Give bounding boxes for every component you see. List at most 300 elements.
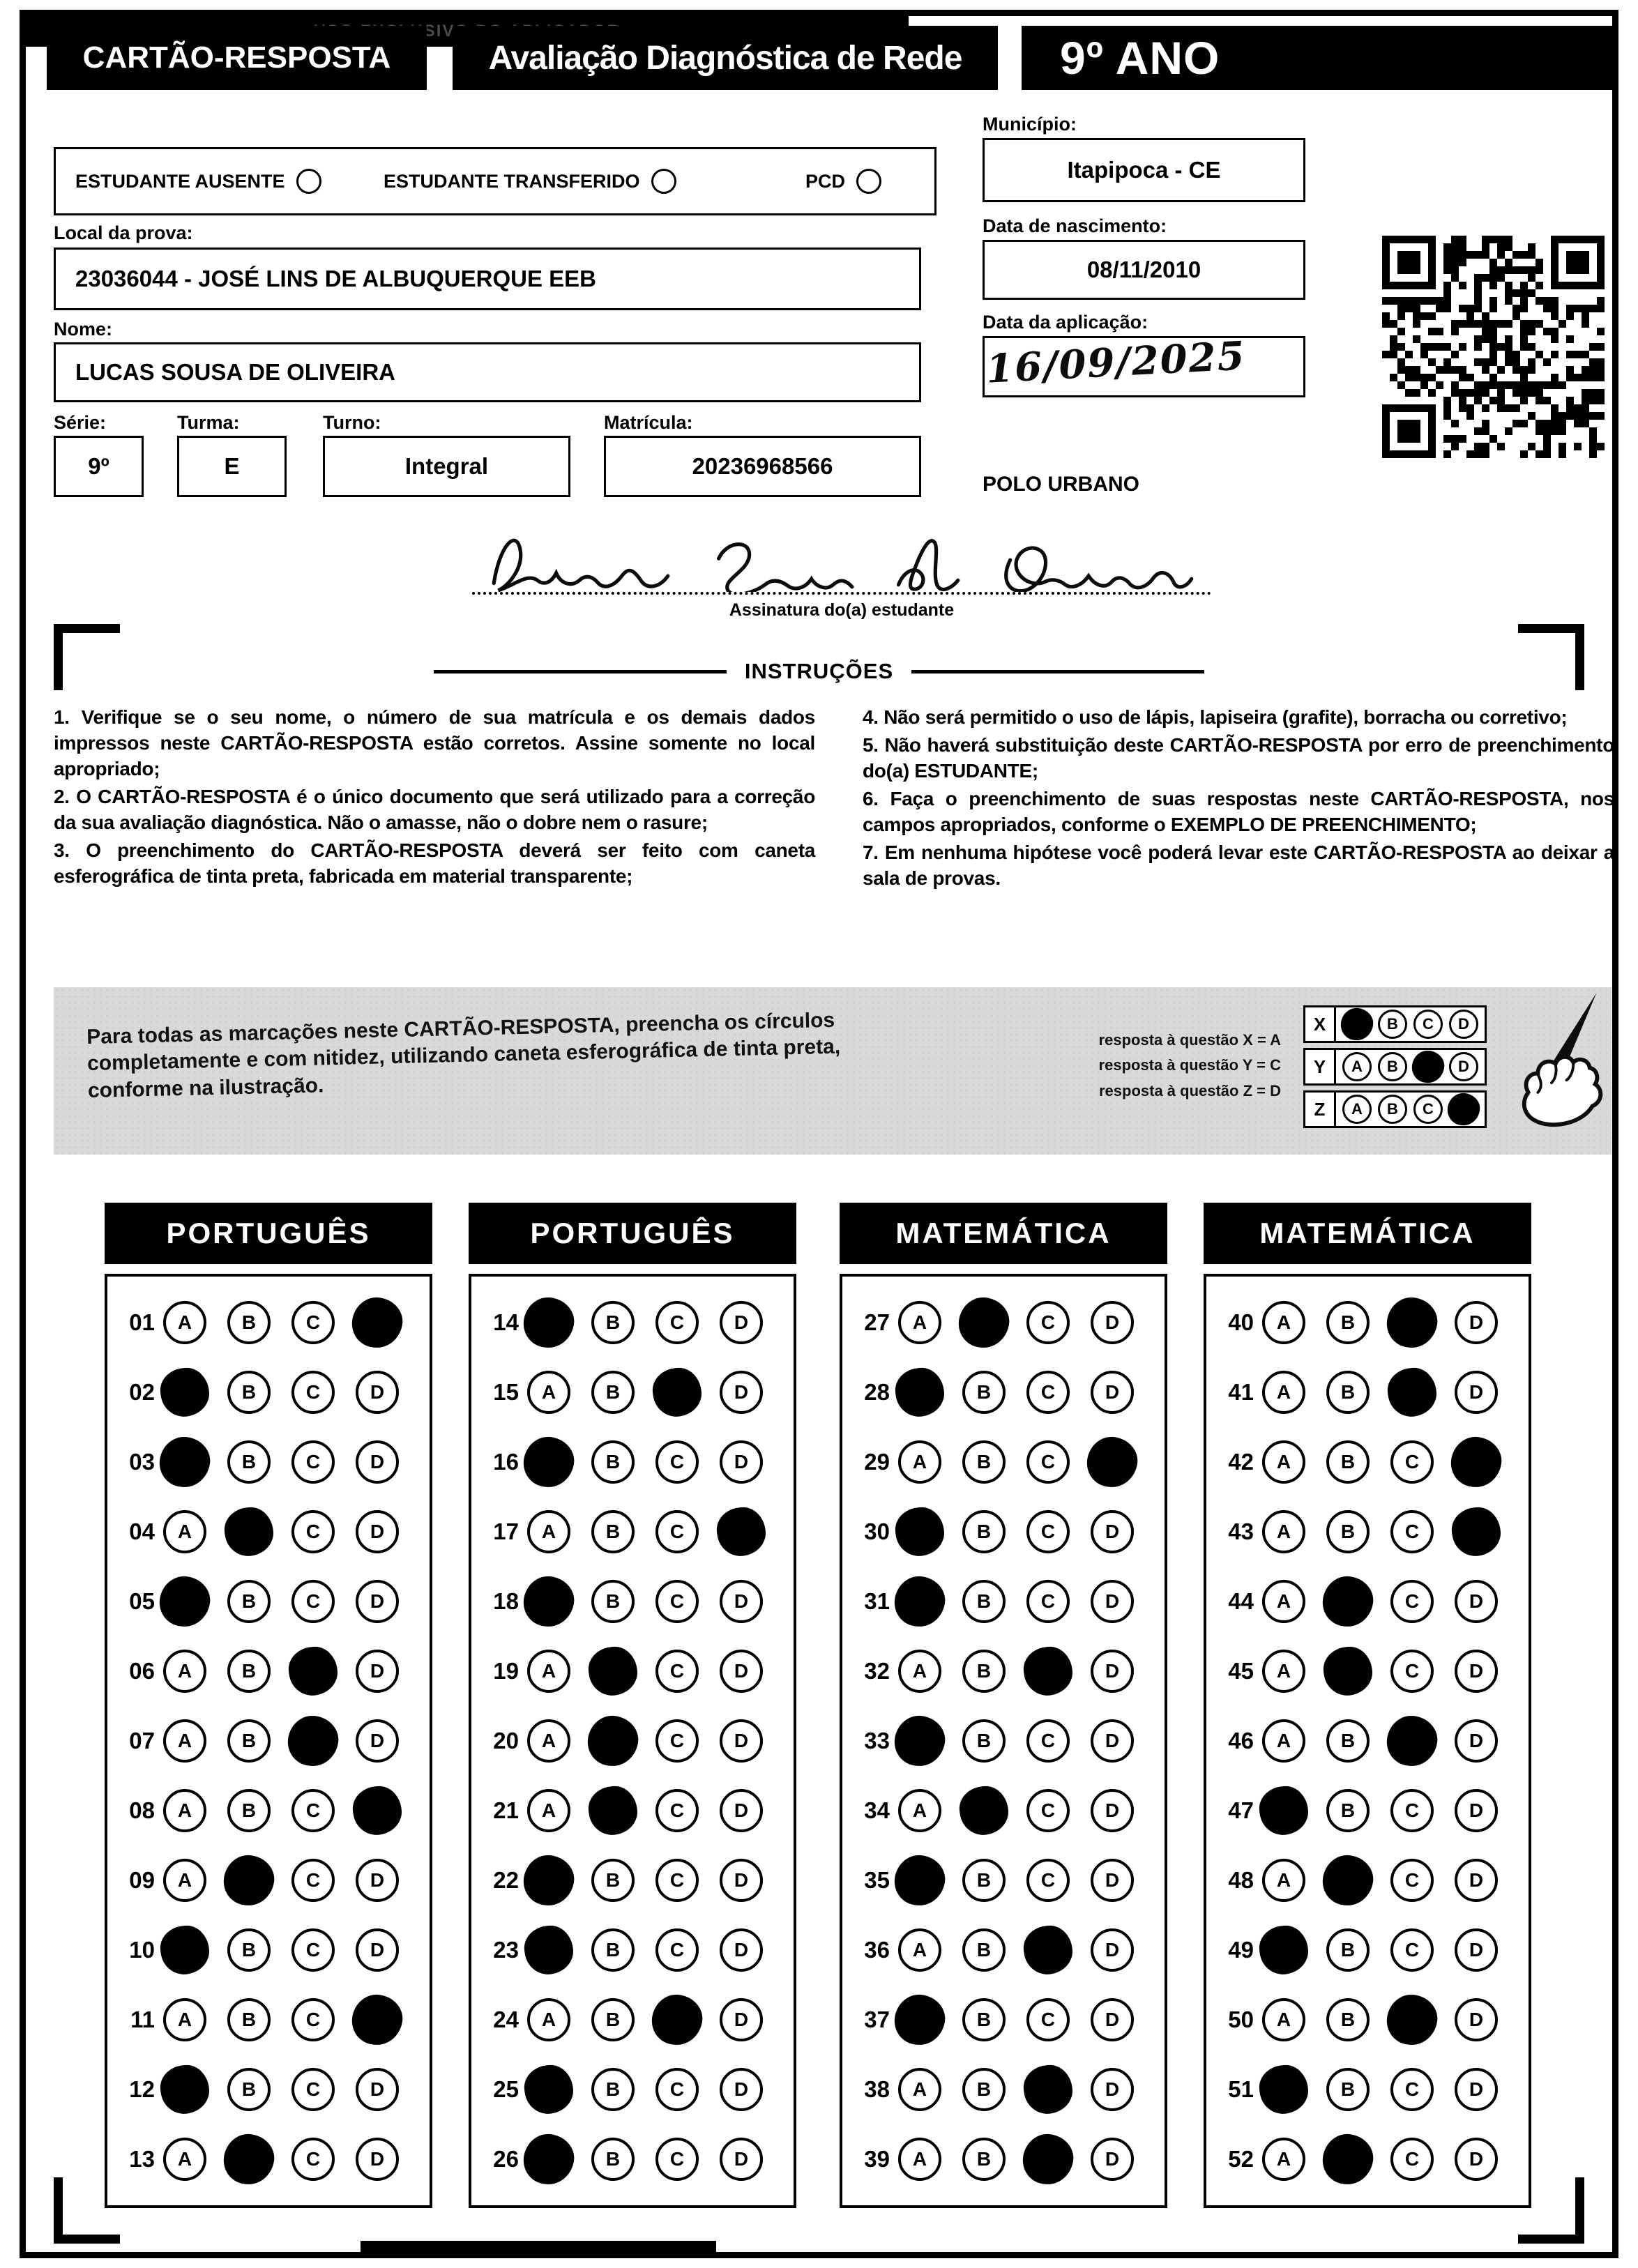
municipio-label: Município:: [983, 114, 1077, 135]
bubble-A[interactable]: A: [527, 1650, 570, 1693]
bubble-B[interactable]: B: [227, 1928, 271, 1972]
bubble-B[interactable]: B: [962, 1859, 1006, 1902]
question-number: 14: [493, 1309, 519, 1335]
bubble-A[interactable]: A: [898, 1440, 941, 1484]
bubble-B[interactable]: B: [962, 1998, 1006, 2041]
question-row: [481, 1719, 794, 1763]
nascimento-label: Data de nascimento:: [983, 215, 1167, 236]
nome-label: Nome:: [54, 319, 113, 340]
bubble-C[interactable]: C: [1390, 1510, 1434, 1553]
bubble-C[interactable]: C: [291, 1301, 335, 1344]
bubble-D[interactable]: D: [720, 1998, 763, 2041]
instruction-item: 7. Em nenhuma hipótese você poderá levar este CARTÃO-RESPOSTA ao deixar a sala de provas.: [863, 841, 1614, 889]
bubble-C[interactable]: [1383, 1294, 1440, 1350]
question-number: 28: [864, 1379, 890, 1405]
bubble-B[interactable]: B: [1326, 1998, 1370, 2041]
bubble-C[interactable]: C: [1390, 2138, 1434, 2181]
question-number: 27: [864, 1309, 890, 1335]
answer-sheet: [20, 10, 1618, 2258]
question-row: [481, 2138, 794, 2181]
question-row: [481, 1859, 794, 1902]
bubble-A[interactable]: [893, 1365, 946, 1419]
turma-label: Turma:: [177, 412, 240, 433]
bubble-B[interactable]: B: [227, 1789, 271, 1832]
question-row: [117, 1580, 430, 1623]
bubble-C[interactable]: [1383, 1991, 1440, 2048]
bubble-A[interactable]: [520, 1433, 577, 1490]
bubble-D[interactable]: D: [1091, 1789, 1134, 1832]
bubble-C[interactable]: C: [1026, 1510, 1070, 1553]
bubble-C[interactable]: C: [1390, 1650, 1434, 1693]
bubble-C[interactable]: C: [1026, 1789, 1070, 1832]
example-bubble-A: A: [1342, 1052, 1372, 1081]
question-row: [481, 1789, 794, 1832]
bubble-C[interactable]: C: [291, 1928, 335, 1972]
bubble-A[interactable]: A: [1262, 1998, 1305, 2041]
bubble-B[interactable]: [220, 2131, 277, 2187]
bubble-D[interactable]: D: [1455, 1789, 1498, 1832]
bubble-D[interactable]: [349, 1294, 405, 1350]
bubble-D[interactable]: D: [720, 1719, 763, 1763]
bubble-D[interactable]: D: [720, 1859, 763, 1902]
bubble-C[interactable]: C: [1390, 1928, 1434, 1972]
bubble-C[interactable]: C: [1026, 1719, 1070, 1763]
bubble-C[interactable]: [1385, 1365, 1439, 1419]
bubble-D[interactable]: D: [356, 1371, 399, 1414]
bubble-B[interactable]: B: [591, 1510, 635, 1553]
bubble-B[interactable]: B: [962, 1371, 1006, 1414]
bubble-D[interactable]: D: [356, 1510, 399, 1553]
bubble-C[interactable]: C: [291, 1440, 335, 1484]
bubble-C[interactable]: C: [655, 1928, 699, 1972]
bubble-A[interactable]: A: [527, 1789, 570, 1832]
bubble-C[interactable]: C: [655, 1440, 699, 1484]
bubble-B[interactable]: B: [227, 1650, 271, 1693]
bubble-B[interactable]: B: [1326, 1301, 1370, 1344]
bubble-C[interactable]: C: [1390, 1440, 1434, 1484]
bubble-A[interactable]: [156, 1573, 213, 1629]
bubble-B[interactable]: [584, 1712, 641, 1769]
bubble-D[interactable]: [349, 1991, 405, 2048]
bubble-A[interactable]: A: [527, 1998, 570, 2041]
question-row: [1216, 2138, 1529, 2181]
example-bubble-C: C: [1413, 1095, 1443, 1124]
aplicacao-label: Data da aplicação:: [983, 312, 1148, 333]
bubble-C[interactable]: C: [1390, 1789, 1434, 1832]
bubble-C[interactable]: C: [1026, 1440, 1070, 1484]
bubble-D[interactable]: [1448, 1433, 1504, 1490]
bubble-B[interactable]: B: [227, 1301, 271, 1344]
subject-header: PORTUGUÊS: [469, 1203, 796, 1264]
bubble-D[interactable]: D: [1091, 1928, 1134, 1972]
question-number: 38: [864, 2076, 890, 2102]
bubble-C[interactable]: C: [655, 1650, 699, 1693]
bubble-C[interactable]: C: [291, 1580, 335, 1623]
instruction-item: 3. O preenchimento do CARTÃO-RESPOSTA deverá ser feito com caneta esferográfica de tinta preta, fabricada em material transparente;: [54, 839, 815, 887]
question-number: 04: [129, 1519, 155, 1544]
example-bubble-B: B: [1378, 1095, 1407, 1124]
bubble-D[interactable]: [350, 1783, 404, 1837]
bubble-D[interactable]: D: [720, 1789, 763, 1832]
question-number: 03: [129, 1449, 155, 1475]
serie-label: Série:: [54, 412, 107, 433]
question-row: [1216, 1580, 1529, 1623]
question-row: [117, 1301, 430, 1344]
bubble-D[interactable]: D: [1091, 1998, 1134, 2041]
bubble-A[interactable]: A: [898, 2068, 941, 2111]
bubble-A[interactable]: A: [163, 2138, 206, 2181]
bubble-B[interactable]: B: [1326, 2068, 1370, 2111]
bubble-D[interactable]: D: [1091, 1580, 1134, 1623]
bubble-B[interactable]: B: [591, 1859, 635, 1902]
bubble-D[interactable]: D: [1455, 1650, 1498, 1693]
bubble-A[interactable]: A: [898, 2138, 941, 2181]
bubble-D[interactable]: D: [356, 1859, 399, 1902]
bubble-D[interactable]: D: [1091, 1301, 1134, 1344]
question-number: 42: [1228, 1449, 1254, 1475]
bubble-B[interactable]: B: [591, 1301, 635, 1344]
bubble-B[interactable]: [220, 1852, 277, 1908]
bubble-B[interactable]: B: [591, 1928, 635, 1972]
fill-example-text: Para todas as marcações neste CARTÃO-RESPOSTA, preencha os círculos completamente e com nitidez, utilizando caneta esferográfica de tinta preta, conforme na ilustração.: [86, 1008, 841, 1102]
question-row: [117, 1719, 430, 1763]
question-number: 23: [493, 1937, 519, 1963]
applicator-option-label: ESTUDANTE TRANSFERIDO: [384, 170, 640, 192]
question-row: [117, 2068, 430, 2111]
bubble-C[interactable]: C: [291, 1998, 335, 2041]
bubble-D[interactable]: [1084, 1433, 1140, 1490]
bubble-B[interactable]: B: [1326, 1510, 1370, 1553]
bubble-C[interactable]: C: [655, 2138, 699, 2181]
bubble-B[interactable]: [586, 1783, 639, 1837]
bubble-B[interactable]: [1321, 1644, 1374, 1698]
question-number: 30: [864, 1519, 890, 1544]
bubble-B[interactable]: [222, 1505, 275, 1558]
bubble-D[interactable]: D: [1455, 2068, 1498, 2111]
bubble-C[interactable]: [286, 1644, 340, 1698]
bubble-A[interactable]: [156, 1433, 213, 1490]
bubble-B[interactable]: B: [962, 1928, 1006, 1972]
question-number: 11: [130, 2007, 155, 2032]
question-row: [1216, 1371, 1529, 1414]
bubble-D[interactable]: D: [1091, 1650, 1134, 1693]
bubble-C[interactable]: C: [1026, 1998, 1070, 2041]
bubble-B[interactable]: B: [591, 2138, 635, 2181]
answer-box: [469, 1274, 796, 2208]
bubble-D[interactable]: D: [356, 1719, 399, 1763]
bubble-B[interactable]: B: [227, 1719, 271, 1763]
bubble-A[interactable]: A: [163, 1301, 206, 1344]
bubble-C[interactable]: C: [291, 2138, 335, 2181]
bubble-B[interactable]: B: [962, 1510, 1006, 1553]
bubble-C[interactable]: C: [655, 2068, 699, 2111]
applicator-option-label: PCD: [805, 170, 846, 192]
bubble-A[interactable]: A: [163, 1510, 206, 1553]
bubble-B[interactable]: B: [962, 1650, 1006, 1693]
bubble-A[interactable]: [522, 2062, 575, 2116]
bubble-A[interactable]: [520, 1573, 577, 1629]
bubble-A[interactable]: A: [1262, 1859, 1305, 1902]
bubble-D[interactable]: D: [1091, 1719, 1134, 1763]
bubble-B[interactable]: B: [962, 2138, 1006, 2181]
fill-example-legend-line: resposta à questão Z = D: [1098, 1081, 1281, 1099]
bubble-D[interactable]: D: [1091, 1510, 1134, 1553]
bubble-B[interactable]: [955, 1294, 1012, 1350]
bubble-B[interactable]: B: [962, 1580, 1006, 1623]
bubble-C[interactable]: C: [1390, 2068, 1434, 2111]
question-row: [1216, 1650, 1529, 1693]
bubble-A[interactable]: A: [1262, 1301, 1305, 1344]
bubble-A[interactable]: [520, 1294, 577, 1350]
bubble-C[interactable]: C: [1390, 1859, 1434, 1902]
bubble-D[interactable]: D: [356, 1580, 399, 1623]
bubble-A[interactable]: [158, 1923, 211, 1977]
bubble-C[interactable]: C: [291, 1371, 335, 1414]
question-number: 39: [864, 2146, 890, 2172]
serie-value: 9º: [54, 436, 144, 497]
question-number: 35: [864, 1867, 890, 1893]
instruction-item: 2. O CARTÃO-RESPOSTA é o único documento que será utilizado para a correção da sua avaliação diagnóstica. Não o amasse, não o dobre nem o rasure;: [54, 785, 815, 833]
question-number: 32: [864, 1658, 890, 1684]
question-row: [117, 1371, 430, 1414]
bubble-A[interactable]: A: [163, 1650, 206, 1693]
bubble-C[interactable]: C: [655, 1789, 699, 1832]
bubble-D[interactable]: D: [356, 1928, 399, 1972]
bubble-A[interactable]: A: [1262, 1650, 1305, 1693]
bubble-A[interactable]: [891, 1573, 948, 1629]
bubble-B[interactable]: B: [1326, 1440, 1370, 1484]
bubble-B[interactable]: [586, 1644, 639, 1698]
question-row: [1216, 1859, 1529, 1902]
bubble-B[interactable]: B: [591, 1371, 635, 1414]
turma-value: E: [177, 436, 287, 497]
bubble-D[interactable]: D: [720, 1301, 763, 1344]
bubble-C[interactable]: C: [1026, 1580, 1070, 1623]
bubble-B[interactable]: B: [227, 1371, 271, 1414]
bubble-C[interactable]: C: [655, 1719, 699, 1763]
bubble-C[interactable]: [285, 1712, 341, 1769]
bubble-D[interactable]: D: [1455, 1859, 1498, 1902]
bubble-A[interactable]: A: [163, 1998, 206, 2041]
bubble-A[interactable]: [891, 1991, 948, 2048]
bubble-C[interactable]: C: [291, 2068, 335, 2111]
bubble-D[interactable]: D: [1455, 1301, 1498, 1344]
bubble-A[interactable]: [893, 1505, 946, 1558]
bubble-B[interactable]: B: [962, 1440, 1006, 1484]
bubble-C[interactable]: C: [655, 1580, 699, 1623]
question-number: 18: [493, 1588, 519, 1614]
bubble-D[interactable]: D: [1091, 2068, 1134, 2111]
bubble-B[interactable]: [1319, 1573, 1376, 1629]
bubble-C[interactable]: C: [1026, 1371, 1070, 1414]
bubble-B[interactable]: B: [227, 1440, 271, 1484]
bubble-D[interactable]: D: [720, 1928, 763, 1972]
bubble-A[interactable]: A: [898, 1301, 941, 1344]
bubble-C[interactable]: [1021, 1644, 1075, 1698]
bubble-A[interactable]: [891, 1712, 948, 1769]
bubble-B[interactable]: [1319, 2131, 1376, 2187]
question-row: [852, 1580, 1165, 1623]
bubble-B[interactable]: B: [227, 1580, 271, 1623]
bubble-D[interactable]: D: [720, 1580, 763, 1623]
bubble-D[interactable]: D: [1455, 1371, 1498, 1414]
bubble-C[interactable]: C: [291, 1510, 335, 1553]
bubble-B[interactable]: B: [962, 1719, 1006, 1763]
bubble-A[interactable]: A: [163, 1719, 206, 1763]
bubble-A[interactable]: [158, 2062, 211, 2116]
bubble-B[interactable]: B: [591, 1998, 635, 2041]
bubble-B[interactable]: B: [1326, 1789, 1370, 1832]
bubble-A[interactable]: [1257, 2062, 1310, 2116]
bubble-A[interactable]: A: [163, 1789, 206, 1832]
nome-value: LUCAS SOUSA DE OLIVEIRA: [54, 342, 921, 402]
bubble-A[interactable]: A: [1262, 1510, 1305, 1553]
bubble-C[interactable]: C: [655, 1510, 699, 1553]
bubble-A[interactable]: A: [527, 1510, 570, 1553]
bubble-A[interactable]: A: [163, 1859, 206, 1902]
question-row: [481, 1301, 794, 1344]
question-row: [852, 2138, 1165, 2181]
bubble-C[interactable]: C: [655, 1301, 699, 1344]
question-row: [852, 1859, 1165, 1902]
bubble-B[interactable]: B: [591, 1580, 635, 1623]
bubble-D[interactable]: D: [1455, 1719, 1498, 1763]
question-number: 37: [864, 2007, 890, 2032]
question-row: [117, 2138, 430, 2181]
example-row-label: X: [1305, 1007, 1336, 1041]
bubble-C[interactable]: [1021, 2062, 1075, 2116]
question-row: [481, 1510, 794, 1553]
instruction-item: 4. Não será permitido o uso de lápis, lapiseira (grafite), borracha ou corretivo;: [863, 706, 1568, 728]
bubble-B[interactable]: B: [591, 2068, 635, 2111]
bubble-C[interactable]: C: [291, 1859, 335, 1902]
bubble-B[interactable]: B: [1326, 1371, 1370, 1414]
bubble-A[interactable]: [1257, 1923, 1310, 1977]
local-value: 23036044 - JOSÉ LINS DE ALBUQUERQUE EEB: [54, 248, 921, 310]
question-row: [852, 1789, 1165, 1832]
bubble-C[interactable]: C: [655, 1859, 699, 1902]
bubble-D[interactable]: D: [1455, 1998, 1498, 2041]
bubble-D[interactable]: D: [1455, 2138, 1498, 2181]
bubble-D[interactable]: D: [1091, 1859, 1134, 1902]
question-number: 26: [493, 2146, 519, 2172]
bubble-C[interactable]: [649, 1991, 705, 2048]
bubble-A[interactable]: A: [1262, 1371, 1305, 1414]
question-number: 12: [129, 2076, 155, 2102]
answer-column: [1204, 1203, 1531, 2208]
bubble-B[interactable]: [1319, 1852, 1376, 1908]
bubble-A[interactable]: [158, 1365, 211, 1419]
question-number: 05: [129, 1588, 155, 1614]
bubble-A[interactable]: [1257, 1783, 1310, 1837]
aplicacao-handwritten-date: 16/09/2025: [985, 333, 1248, 393]
bubble-C[interactable]: C: [1026, 1301, 1070, 1344]
answer-column: [469, 1203, 796, 2208]
bubble-B[interactable]: B: [591, 1440, 635, 1484]
question-number: 40: [1228, 1309, 1254, 1335]
bubble-A[interactable]: A: [898, 1789, 941, 1832]
bubble-A[interactable]: A: [898, 1928, 941, 1972]
question-number: 46: [1228, 1728, 1254, 1753]
question-number: 43: [1228, 1519, 1254, 1544]
bubble-B[interactable]: [957, 1783, 1010, 1837]
instruction-item: 1. Verifique se o seu nome, o número de sua matrícula e os demais dados impressos neste CARTÃO-RESPOSTA estão corretos. Assine somente no local apropriado;: [54, 706, 815, 779]
question-row: [852, 1650, 1165, 1693]
bubble-D[interactable]: D: [356, 2068, 399, 2111]
bubble-B[interactable]: B: [1326, 1719, 1370, 1763]
example-row-label: Y: [1305, 1050, 1336, 1083]
bubble-D[interactable]: D: [720, 1650, 763, 1693]
question-row: [117, 1510, 430, 1553]
bubble-A[interactable]: A: [1262, 1719, 1305, 1763]
bubble-D[interactable]: [1449, 1505, 1503, 1558]
question-number: 51: [1228, 2076, 1254, 2102]
example-bubble-A: A: [1342, 1095, 1372, 1124]
bubble-B[interactable]: B: [227, 2068, 271, 2111]
question-row: [1216, 2068, 1529, 2111]
bubble-A[interactable]: A: [1262, 1580, 1305, 1623]
answer-column: [105, 1203, 432, 2208]
bubble-A[interactable]: A: [1262, 2138, 1305, 2181]
question-row: [1216, 1789, 1529, 1832]
bubble-C[interactable]: C: [291, 1789, 335, 1832]
question-row: [852, 1928, 1165, 1972]
bubble-A[interactable]: [520, 2131, 577, 2187]
bubble-A[interactable]: A: [898, 1650, 941, 1693]
example-bubble-B: B: [1378, 1010, 1407, 1039]
assessment-title: Avaliação Diagnóstica de Rede: [453, 26, 998, 90]
bubble-D[interactable]: D: [356, 1440, 399, 1484]
bubble-A[interactable]: [891, 1852, 948, 1908]
question-row: [117, 1998, 430, 2041]
bubble-D[interactable]: D: [356, 1650, 399, 1693]
bubble-C[interactable]: [1019, 2131, 1076, 2187]
bubble-A[interactable]: [520, 1852, 577, 1908]
bubble-A[interactable]: [522, 1923, 575, 1977]
bubble-B[interactable]: B: [962, 2068, 1006, 2111]
question-number: 13: [129, 2146, 155, 2172]
bubble-D[interactable]: D: [720, 1371, 763, 1414]
bubble-D[interactable]: D: [720, 1440, 763, 1484]
question-row: [852, 2068, 1165, 2111]
question-number: 33: [864, 1728, 890, 1753]
bubble-D[interactable]: D: [356, 2138, 399, 2181]
question-number: 08: [129, 1797, 155, 1823]
question-number: 48: [1228, 1867, 1254, 1893]
bubble-D[interactable]: D: [1091, 1371, 1134, 1414]
bubble-B[interactable]: B: [227, 1998, 271, 2041]
bubble-D[interactable]: [714, 1505, 768, 1558]
bubble-C[interactable]: C: [1390, 1580, 1434, 1623]
bubble-C[interactable]: [1021, 1923, 1075, 1977]
bubble-D[interactable]: D: [720, 2138, 763, 2181]
question-number: 34: [864, 1797, 890, 1823]
bubble-A[interactable]: A: [527, 1371, 570, 1414]
bubble-C[interactable]: C: [1026, 1859, 1070, 1902]
bubble-D[interactable]: D: [720, 2068, 763, 2111]
answer-box: [1204, 1274, 1531, 2208]
bubble-D[interactable]: D: [1455, 1928, 1498, 1972]
bubble-A[interactable]: A: [527, 1719, 570, 1763]
bubble-A[interactable]: A: [1262, 1440, 1305, 1484]
question-number: 10: [129, 1937, 155, 1963]
instruction-item: 5. Não haverá substituição deste CARTÃO-RESPOSTA por erro de preenchimento do(a) ESTUDANTE;: [863, 733, 1614, 782]
bubble-B[interactable]: B: [1326, 1928, 1370, 1972]
bubble-C[interactable]: [650, 1365, 704, 1419]
bubble-D[interactable]: D: [1455, 1580, 1498, 1623]
bubble-C[interactable]: [1383, 1712, 1440, 1769]
bubble-D[interactable]: D: [1091, 2138, 1134, 2181]
